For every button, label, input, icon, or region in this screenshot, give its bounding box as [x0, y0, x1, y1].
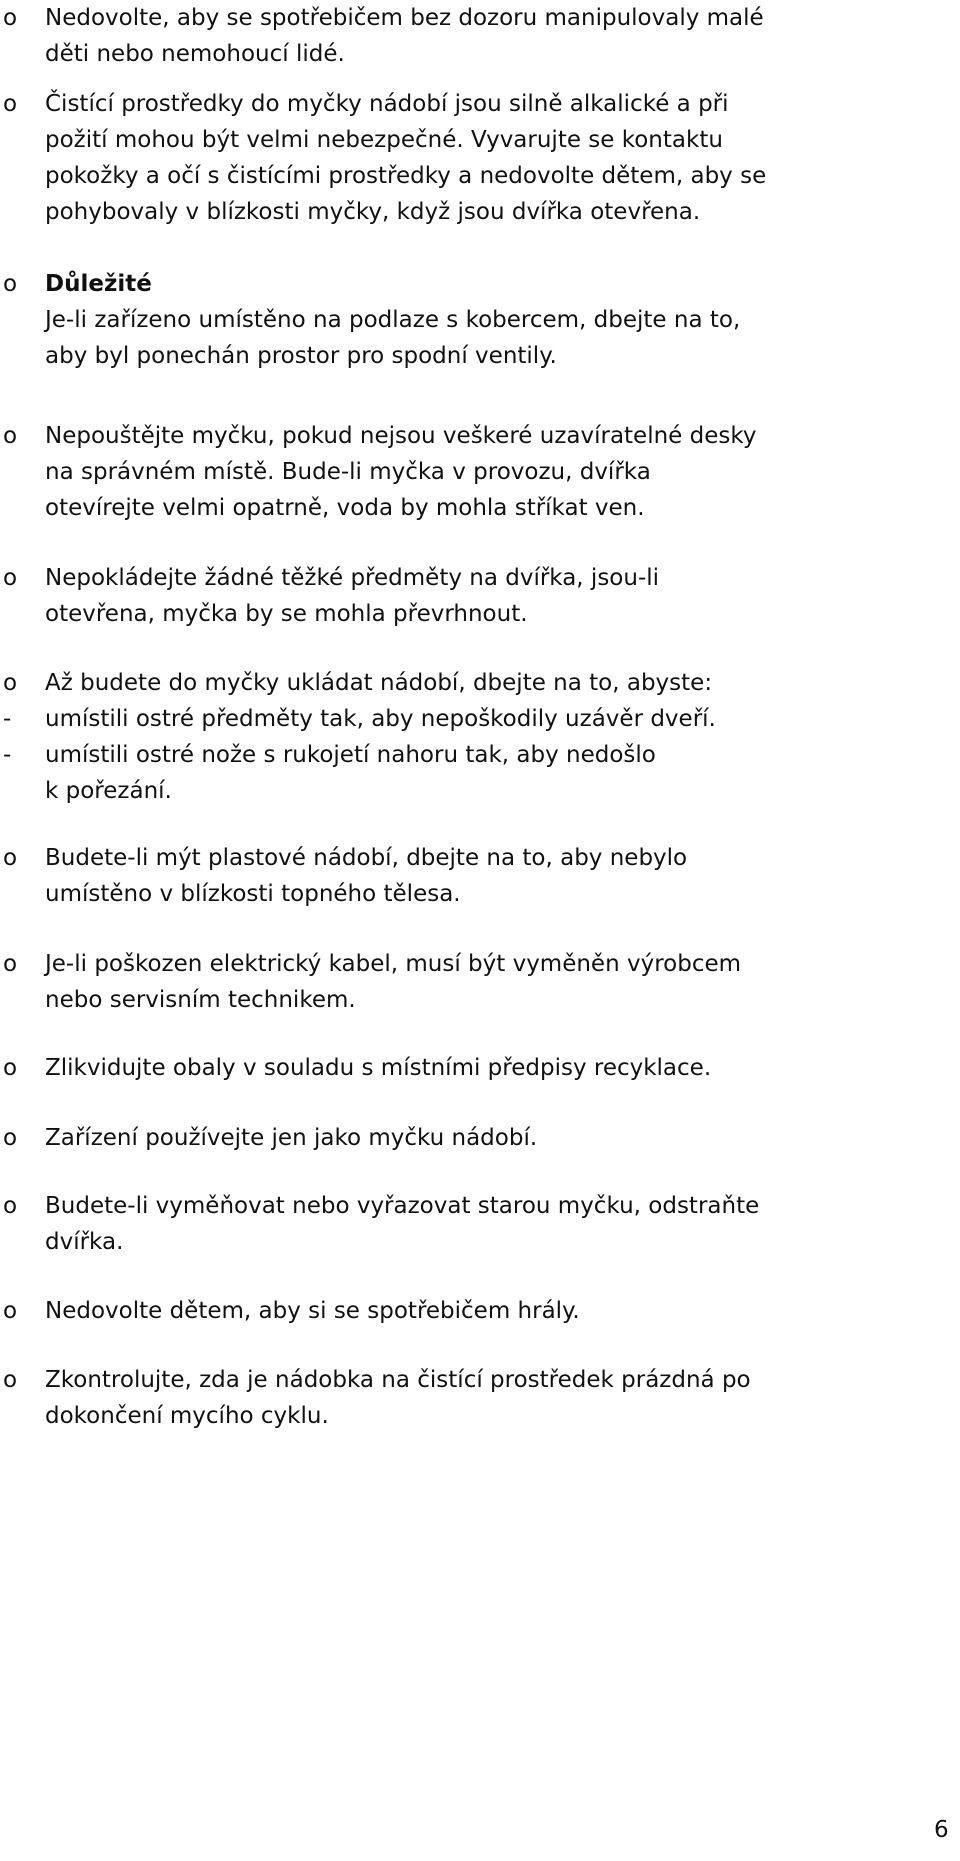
list-item-text-line: na správném místě. Bude-li myčka v provozu, dvířka	[45, 459, 651, 485]
bullet-marker: o	[3, 91, 18, 117]
list-item-text-line: dvířka.	[45, 1229, 124, 1255]
list-item-text-line: Nedovolte, aby se spotřebičem bez dozoru manipulovaly malé	[45, 5, 764, 31]
bullet-marker: o	[3, 271, 18, 297]
list-item-text-line: požití mohou být velmi nebezpečné. Vyvarujte se kontaktu	[45, 127, 723, 153]
bullet-marker: o	[3, 423, 18, 449]
bullet-marker: o	[3, 1298, 18, 1324]
bullet-marker: o	[3, 1193, 18, 1219]
bullet-marker: o	[3, 5, 18, 31]
list-item-text-line: nebo servisním technikem.	[45, 987, 356, 1013]
list-item-text-line: Čistící prostředky do myčky nádobí jsou silně alkalické a při	[45, 91, 729, 117]
list-item-text-line: Zařízení používejte jen jako myčku nádobí.	[45, 1125, 538, 1151]
bullet-marker: o	[3, 1367, 18, 1393]
bullet-marker: o	[3, 1125, 18, 1151]
list-item-text-line: Nepokládejte žádné těžké předměty na dvířka, jsou-li	[45, 565, 660, 591]
list-item-text-line: pokožky a očí s čistícími prostředky a nedovolte dětem, aby se	[45, 163, 767, 189]
bullet-marker: o	[3, 951, 18, 977]
sublist-item-text-line: umístili ostré předměty tak, aby nepoškodily uzávěr dveří.	[45, 706, 716, 732]
list-item-text-line: Zlikvidujte obaly v souladu s místními předpisy recyklace.	[45, 1055, 712, 1081]
list-item-text-line: aby byl ponechán prostor pro spodní ventily.	[45, 343, 557, 369]
dash-marker: -	[3, 706, 12, 732]
dash-marker: -	[3, 742, 12, 768]
sublist-item-text-line: umístili ostré nože s rukojetí nahoru tak, aby nedošlo	[45, 742, 656, 768]
list-item-text-line: Budete-li mýt plastové nádobí, dbejte na to, aby nebylo	[45, 845, 688, 871]
bullet-marker: o	[3, 845, 18, 871]
list-item-text-line: Nedovolte dětem, aby si se spotřebičem hrály.	[45, 1298, 580, 1324]
list-item-text-line: Je-li zařízeno umístěno na podlaze s kobercem, dbejte na to,	[45, 307, 741, 333]
list-item-text-line: otevřena, myčka by se mohla převrhnout.	[45, 601, 528, 627]
bullet-marker: o	[3, 670, 18, 696]
list-item-text-line: Je-li poškozen elektrický kabel, musí být vyměněn výrobcem	[45, 951, 742, 977]
list-item-text-line: umístěno v blízkosti topného tělesa.	[45, 881, 461, 907]
list-item-text-line: pohybovaly v blízkosti myčky, když jsou dvířka otevřena.	[45, 199, 701, 225]
list-item-text-line: Až budete do myčky ukládat nádobí, dbejte na to, abyste:	[45, 670, 713, 696]
bullet-marker: o	[3, 1055, 18, 1081]
list-item-text-line: dokončení mycího cyklu.	[45, 1403, 329, 1429]
list-item-text-line: Zkontrolujte, zda je nádobka na čistící prostředek prázdná po	[45, 1367, 751, 1393]
list-item-text-line: Nepouštějte myčku, pokud nejsou veškeré uzavíratelné desky	[45, 423, 757, 449]
important-heading: Důležité	[45, 271, 152, 297]
list-item-text-line: děti nebo nemohoucí lidé.	[45, 41, 345, 67]
list-item-text-line: otevírejte velmi opatrně, voda by mohla stříkat ven.	[45, 495, 645, 521]
bullet-marker: o	[3, 565, 18, 591]
page-number: 6	[934, 1817, 949, 1843]
sublist-item-text-line: k pořezání.	[45, 778, 172, 804]
list-item-text-line: Budete-li vyměňovat nebo vyřazovat starou myčku, odstraňte	[45, 1193, 760, 1219]
